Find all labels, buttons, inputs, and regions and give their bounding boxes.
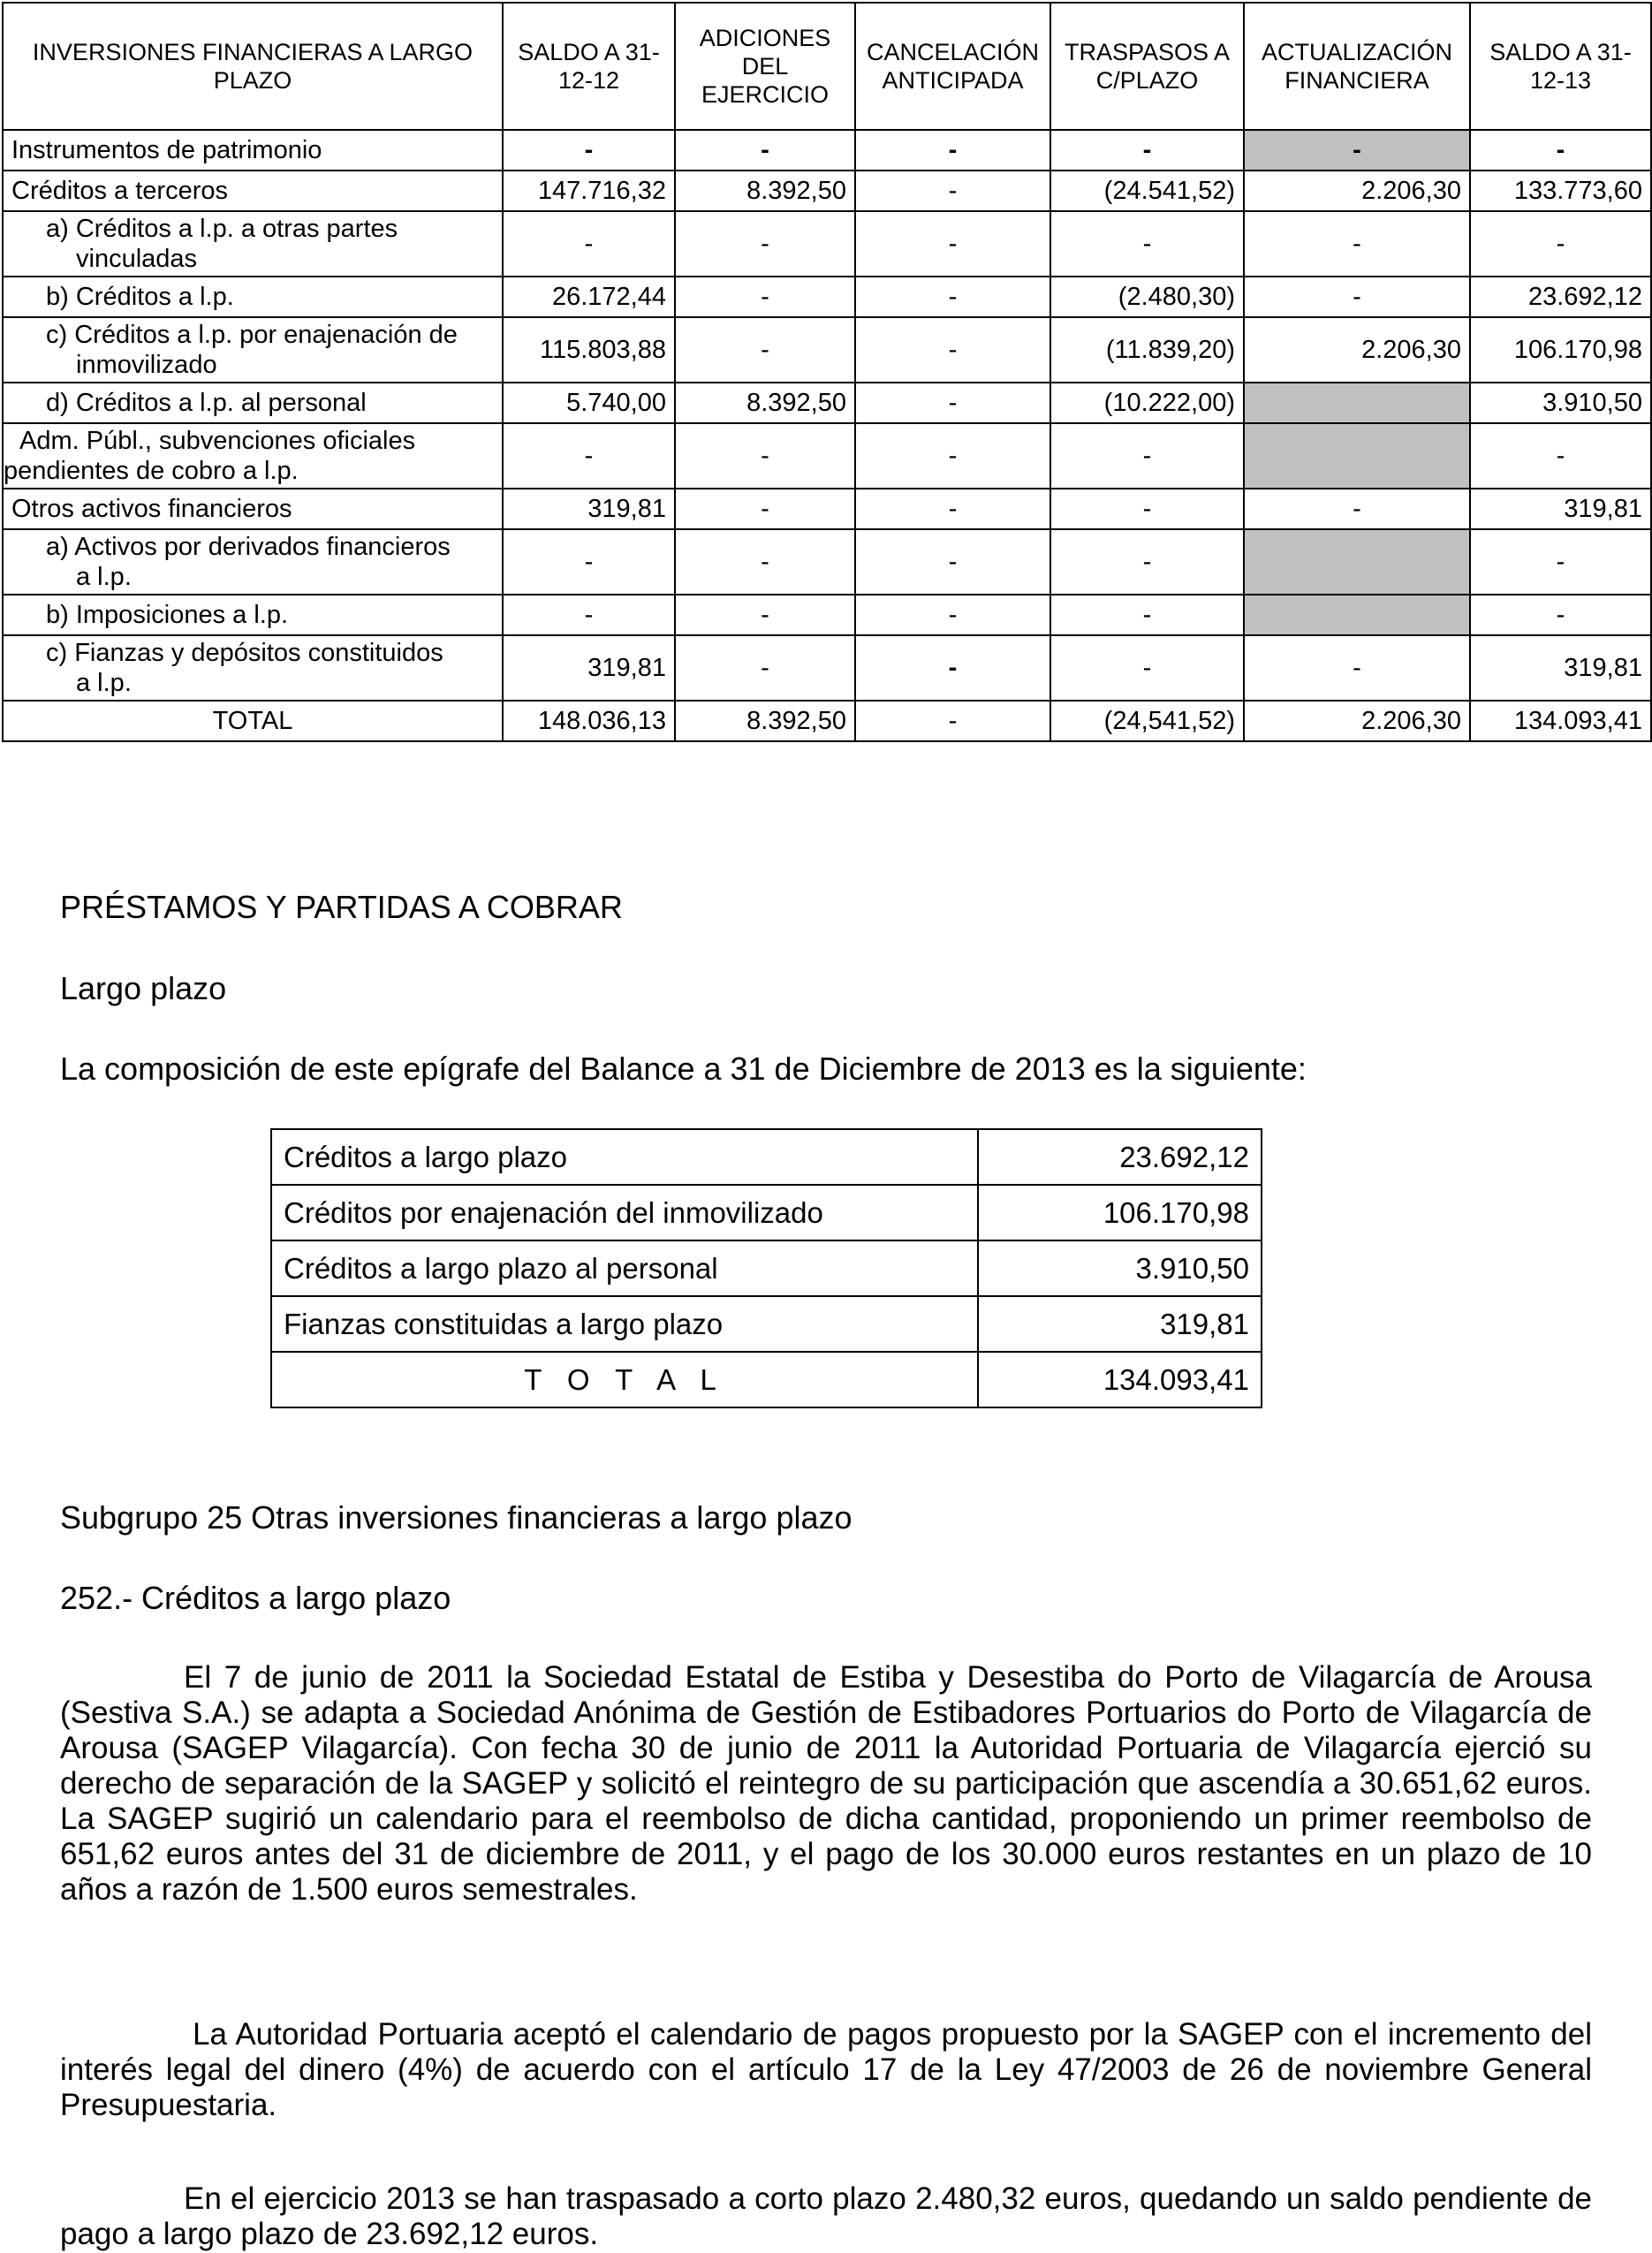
row-value: 319,81 <box>978 1296 1262 1352</box>
paragraph: En el ejercicio 2013 se han traspasado a corto plazo 2.480,32 euros, quedando un saldo pendiente de pago a largo plazo de 23.692,12 euros. <box>60 2181 1592 2251</box>
row-label-line: Adm. Públ., subvenciones oficiales <box>19 427 416 455</box>
cell: - <box>1244 277 1470 317</box>
cell: 5.740,00 <box>503 383 675 423</box>
cell: - <box>1470 423 1651 489</box>
cell: - <box>855 171 1050 211</box>
cell: - <box>855 635 1050 701</box>
investments-table <box>2 2 1652 742</box>
table-row <box>3 529 1651 595</box>
table-row <box>3 130 1651 171</box>
cell: - <box>675 529 855 595</box>
row-label: b) Imposiciones a l.p. <box>3 595 503 635</box>
cell: 147.716,32 <box>503 171 675 211</box>
header-concept: INVERSIONES FINANCIERAS A LARGO PLAZO <box>3 3 503 130</box>
cell: - <box>855 211 1050 277</box>
paragraph: La Autoridad Portuaria aceptó el calendario de pagos propuesto por la SAGEP con el incremento del interés legal del dinero (4%) de acuerdo con el artículo 17 de la Ley 47/2003 de 26 de noviembre General Presupuestaria. <box>60 2017 1592 2122</box>
cell: - <box>1050 130 1244 171</box>
table-row <box>3 383 1651 423</box>
cell: - <box>1244 489 1470 529</box>
row-label-line: c) Fianzas y depósitos constituidos <box>46 639 443 667</box>
cell: - <box>1470 529 1651 595</box>
cell: - <box>503 423 675 489</box>
row-label: Créditos por enajenación del inmovilizado <box>271 1185 978 1240</box>
cell: - <box>1470 211 1651 277</box>
header-saldo-2013: SALDO A 31-12-13 <box>1470 3 1651 130</box>
cell: 133.773,60 <box>1470 171 1651 211</box>
cell: 319,81 <box>503 635 675 701</box>
section-title: PRÉSTAMOS Y PARTIDAS A COBRAR <box>60 889 623 925</box>
table-row <box>3 211 1651 277</box>
intro-text: La composición de este epígrafe del Balance a 31 de Diciembre de 2013 es la siguiente: <box>60 1051 1307 1087</box>
cell: - <box>675 317 855 383</box>
cell: 106.170,98 <box>1470 317 1651 383</box>
row-label: Créditos a largo plazo al personal <box>271 1240 978 1296</box>
table-row <box>3 489 1651 529</box>
total-label: T O T A L <box>271 1352 978 1407</box>
table-total-row <box>3 701 1651 741</box>
cell: - <box>855 701 1050 741</box>
row-label-line: a l.p. <box>76 563 132 591</box>
cell-shaded <box>1244 595 1470 635</box>
row-label-line: vinculadas <box>76 245 198 273</box>
cell: (24,541,52) <box>1050 701 1244 741</box>
table-row <box>271 1185 1262 1240</box>
table-header-row <box>3 3 1651 130</box>
header-cancelacion: CANCELACIÓN ANTICIPADA <box>855 3 1050 130</box>
cell: 319,81 <box>1470 635 1651 701</box>
cell: - <box>1050 489 1244 529</box>
cell-shaded: - <box>1244 130 1470 171</box>
cell: 115.803,88 <box>503 317 675 383</box>
total-value: 134.093,41 <box>978 1352 1262 1407</box>
subsection-title: Largo plazo <box>60 970 227 1006</box>
row-label-line: a) Activos por derivados financieros <box>46 533 451 561</box>
cell: (24.541,52) <box>1050 171 1244 211</box>
cell: 3.910,50 <box>1470 383 1651 423</box>
row-label <box>3 423 503 489</box>
cell: - <box>1050 529 1244 595</box>
row-label: Otros activos financieros <box>3 489 503 529</box>
cell: - <box>503 211 675 277</box>
table-row <box>271 1240 1262 1296</box>
cell: - <box>675 595 855 635</box>
row-label <box>3 635 503 701</box>
row-value: 23.692,12 <box>978 1129 1262 1185</box>
paragraph: El 7 de junio de 2011 la Sociedad Estatal de Estiba y Desestiba do Porto de Vilagarcía de Arousa (Sestiva S.A.) se adapta a Sociedad Anónima de Gestión de Estibadores Portuarios do Porto de Vilagarcía de Arousa (SAGEP Vilagarcía). Con fecha 30 de junio de 2011 la Autoridad Portuaria de Vilagarcía ejerció su derecho de separación de la SAGEP y solicitó el reintegro de su participación que ascendía a 30.651,62 euros. La SAGEP sugirió un calendario para el reembolso de dicha cantidad, proponiendo un primer reembolso de 651,62 euros antes del 31 de diciembre de 2011, y el pago de los 30.000 euros restantes en un plazo de 10 años a razón de 1.500 euros semestrales. <box>60 1660 1592 1907</box>
row-label: Fianzas constituidas a largo plazo <box>271 1296 978 1352</box>
cell: - <box>675 211 855 277</box>
table-row <box>3 277 1651 317</box>
cell: - <box>675 635 855 701</box>
cell: 26.172,44 <box>503 277 675 317</box>
cell: - <box>1050 211 1244 277</box>
cell: (11.839,20) <box>1050 317 1244 383</box>
cell: - <box>1050 635 1244 701</box>
cell: - <box>855 423 1050 489</box>
header-adiciones: ADICIONES DEL EJERCICIO <box>675 3 855 130</box>
cell: (2.480,30) <box>1050 277 1244 317</box>
cell: 2.206,30 <box>1244 317 1470 383</box>
row-label: b) Créditos a l.p. <box>3 277 503 317</box>
row-label: Créditos a terceros <box>3 171 503 211</box>
row-label: Instrumentos de patrimonio <box>3 130 503 171</box>
cell: 2.206,30 <box>1244 171 1470 211</box>
cell: - <box>503 529 675 595</box>
cell: - <box>1244 211 1470 277</box>
table-row <box>3 635 1651 701</box>
cell: - <box>855 277 1050 317</box>
composition-table <box>270 1128 1262 1408</box>
cell: - <box>675 130 855 171</box>
cell: - <box>503 595 675 635</box>
table-row <box>271 1296 1262 1352</box>
cell: - <box>1050 423 1244 489</box>
table-row <box>3 595 1651 635</box>
table-row <box>3 317 1651 383</box>
row-label-line: c) Créditos a l.p. por enajenación de <box>46 321 458 349</box>
cell: 319,81 <box>1470 489 1651 529</box>
cell: - <box>855 529 1050 595</box>
cell: - <box>1244 635 1470 701</box>
cell: - <box>855 489 1050 529</box>
cell: 319,81 <box>503 489 675 529</box>
row-label-line: a l.p. <box>76 669 132 697</box>
cell: 23.692,12 <box>1470 277 1651 317</box>
row-label: d) Créditos a l.p. al personal <box>3 383 503 423</box>
cell-shaded <box>1244 383 1470 423</box>
cell: 134.093,41 <box>1470 701 1651 741</box>
cell: 2.206,30 <box>1244 701 1470 741</box>
cell: - <box>855 130 1050 171</box>
row-label-line: a) Créditos a l.p. a otras partes <box>46 215 398 243</box>
cell: - <box>855 317 1050 383</box>
total-label: TOTAL <box>3 701 503 741</box>
header-traspasos: TRASPASOS A C/PLAZO <box>1050 3 1244 130</box>
table-total-row <box>271 1352 1262 1407</box>
row-label <box>3 529 503 595</box>
cell: 8.392,50 <box>675 383 855 423</box>
row-value: 106.170,98 <box>978 1185 1262 1240</box>
account-title: 252.- Créditos a largo plazo <box>60 1580 451 1616</box>
row-label-line: pendientes de cobro a l.p. <box>4 457 299 485</box>
header-saldo-2012: SALDO A 31-12-12 <box>503 3 675 130</box>
cell: 8.392,50 <box>675 171 855 211</box>
row-label <box>3 317 503 383</box>
cell: - <box>1050 595 1244 635</box>
cell: - <box>855 383 1050 423</box>
header-actualizacion: ACTUALIZACIÓN FINANCIERA <box>1244 3 1470 130</box>
cell-shaded <box>1244 529 1470 595</box>
cell: (10.222,00) <box>1050 383 1244 423</box>
cell: - <box>503 130 675 171</box>
cell-shaded <box>1244 423 1470 489</box>
cell: - <box>1470 595 1651 635</box>
row-label: Créditos a largo plazo <box>271 1129 978 1185</box>
cell: - <box>855 595 1050 635</box>
row-label-line: inmovilizado <box>76 351 217 379</box>
cell: - <box>675 489 855 529</box>
table-row <box>3 423 1651 489</box>
cell: - <box>1470 130 1651 171</box>
cell: 8.392,50 <box>675 701 855 741</box>
table-row <box>3 171 1651 211</box>
subgroup-title: Subgrupo 25 Otras inversiones financieras a largo plazo <box>60 1499 853 1536</box>
row-value: 3.910,50 <box>978 1240 1262 1296</box>
cell: - <box>675 423 855 489</box>
cell: 148.036,13 <box>503 701 675 741</box>
row-label <box>3 211 503 277</box>
table-row <box>271 1129 1262 1185</box>
cell: - <box>675 277 855 317</box>
